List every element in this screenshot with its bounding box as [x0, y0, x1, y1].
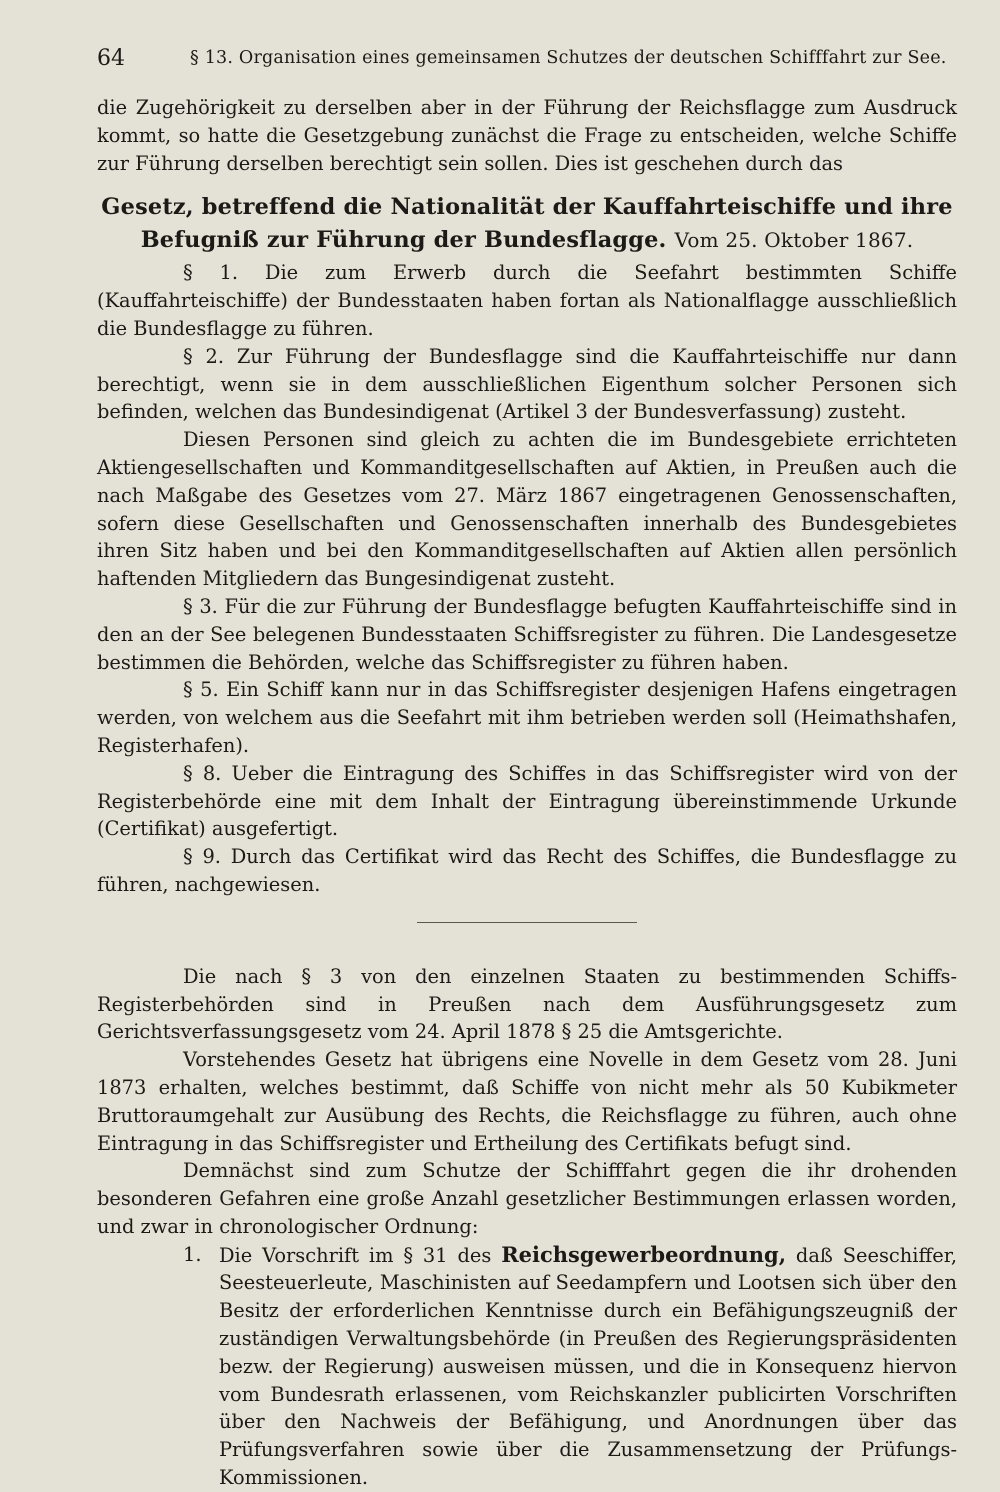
running-title: § 13. Organisation eines gemeinsamen Schutzes der deutschen Schifffahrt zur See.: [190, 48, 947, 68]
section-8: § 8. Ueber die Eintragung des Schiffes in das Schiffsregister wird von der Registerbehörde eine mit dem Inhalt der Eintragung übereinstimmende Urkunde (Certifikat) ausgefertigt.: [97, 761, 957, 841]
page-number: 64: [97, 46, 125, 71]
page-body: [97, 94, 957, 1492]
statute-title: Gesetz, betreffend die Nationalität der Kauffahrteischiffe und ihre Befugniß zur Führung der Bundesflagge.: [101, 194, 953, 254]
list-item: [97, 1241, 957, 1492]
section-5: § 5. Ein Schiff kann nur in das Schiffsregister desjenigen Hafens eingetragen werden, von welchem aus die Seefahrt mit ihm betrieben werden soll (Heimathshafen, Registerhafen).: [97, 678, 957, 757]
section-divider: [417, 922, 637, 923]
list-item-text: [219, 1241, 957, 1492]
list-item-text-start: Die Vorschrift im § 31 des: [219, 1243, 492, 1267]
paragraph-intro: die Zugehörigkeit zu derselben aber in der Führung der Reichsflagge zum Ausdruck kommt, so hatte die Gesetzgebung zunächst die Frage zu entscheiden, welche Schiffe zur Führung derselben berechtigt sein sollen. Dies ist geschehen durch das: [97, 96, 957, 175]
paragraph-registry: Die nach § 3 von den einzelnen Staaten zu bestimmenden Schiffs-Registerbehörden sind in Preußen nach dem Ausführungsgesetz zum Gerichtsverfassungsgesetz vom 24. April 1878 § 25 die Amtsgerichte.: [97, 964, 957, 1044]
section-2-continued: Diesen Personen sind gleich zu achten die im Bundesgebiete errichteten Aktiengesellschaften und Kommanditgesellschaften auf Aktien, in Preußen auch die nach Maßgabe des Gesetzes vom 27. März 1867 eingetragenen Genossenschaften, sofern diese Gesellschaften und Genossenschaften innerhalb des Bundesgebietes ihren Sitz haben und bei den Kommanditgesellschaften auf Aktien allen persönlich haftenden Mitgliedern das Bungesindigenat zusteht.: [97, 428, 957, 591]
section-1: § 1. Die zum Erwerb durch die Seefahrt bestimmten Schiffe (Kauffahrteischiffe) der Bundesstaaten haben fortan als Nationalflagge ausschließlich die Bundesflagge zu führen.: [97, 261, 957, 340]
paragraph-amendment: Vorstehendes Gesetz hat übrigens eine Novelle in dem Gesetz vom 28. Juni 1873 erhalten, welches bestimmt, daß Schiffe von nicht mehr als 50 Kubikmeter Bruttoraumgehalt zur Ausübung des Rechts, die Reichsflagge zu führen, auch ohne Eintragung in das Schiffsregister und Ertheilung des Certifikats befugt sind.: [97, 1048, 957, 1155]
list-item-text-end: daß Seeschiffer, Seesteuerleute, Maschinisten auf Seedampfern und Lootsen sich über den Besitz der erforderlichen Kenntnisse durch ein Befähigungszeugniß der zuständigen Verwaltungsbehörde (in Preußen des Regierungspräsidenten bezw. der Regierung) ausweisen müssen, und die in Konsequenz hiervon vom Bundesrath erlassenen, vom Reichskanzler publicirten Vorschriften über den Nachweis der Befähigung, und Anordnungen über das Prüfungsverfahren sowie über die Zusammensetzung der Prüfungs-Kommissionen.: [219, 1243, 957, 1490]
statute-heading: [97, 191, 957, 257]
statute-date: Vom 25. Oktober 1867.: [674, 228, 914, 253]
section-3: § 3. Für die zur Führung der Bundesflagge befugten Kauffahrteischiffe sind in den an der See belegenen Bundesstaaten Schiffsregister zu führen. Die Landesgesetze bestimmen die Behörden, welche das Schiffsregister zu führen haben.: [97, 594, 957, 674]
section-9: § 9. Durch das Certifikat wird das Recht des Schiffes, die Bundesflagge zu führen, nachgewiesen.: [97, 845, 957, 896]
list-item-number: 1.: [183, 1242, 202, 1266]
section-2: § 2. Zur Führung der Bundesflagge sind die Kauffahrteischiffe nur dann berechtigt, wenn sie in dem ausschließlichen Eigenthum solcher Personen sich befinden, welchen das Bundesindigenat (Artikel 3 der Bundesverfassung) zusteht.: [97, 344, 957, 424]
paragraph-chronology: Demnächst sind zum Schutze der Schifffahrt gegen die ihr drohenden besonderen Gefahren eine große Anzahl gesetzlicher Bestimmungen erlassen worden, und zwar in chronologischer Ordnung:: [97, 1159, 957, 1238]
list-item-emphasis: Reichsgewerbeordnung,: [501, 1241, 787, 1267]
running-header: [97, 42, 947, 76]
